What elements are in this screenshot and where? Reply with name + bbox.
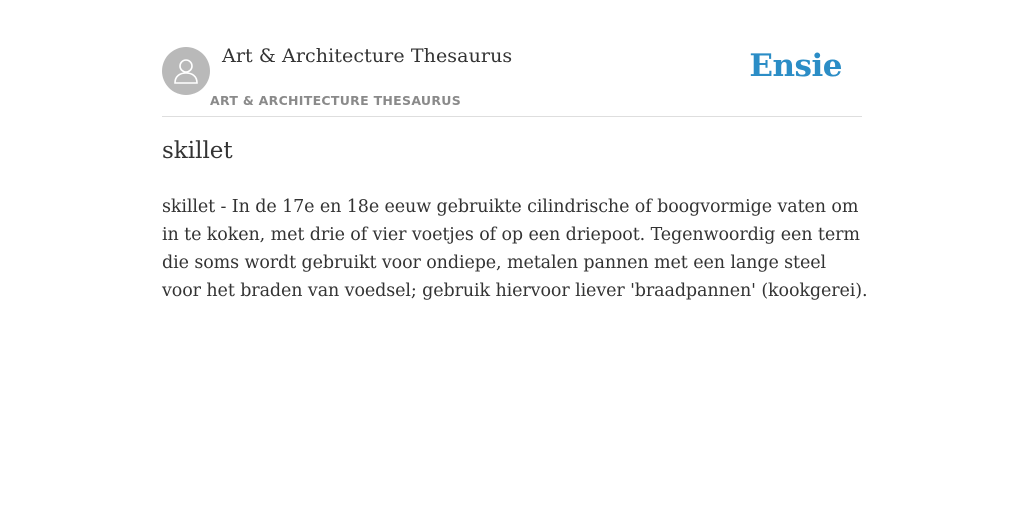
avatar[interactable] <box>162 47 210 95</box>
brand-logo[interactable]: Ensie <box>749 48 842 84</box>
page-title: skillet <box>162 138 233 164</box>
header <box>162 40 862 117</box>
author-subtitle: ART & ARCHITECTURE THESAURUS <box>210 93 462 108</box>
author-name[interactable]: Art & Architecture Thesaurus <box>222 45 513 67</box>
user-icon <box>171 56 201 86</box>
definition-text: skillet - In de 17e en 18e eeuw gebruikte cilindrische of boogvormige vaten om in te koken, met drie of vier voetjes of op een driepoot. Tegenwoordig een term die soms wordt gebruikt voor ondiepe, metalen pannen met een lange steel voor het braden van voedsel; gebruik hiervoor liever 'braadpannen' (kookgerei). <box>162 197 868 301</box>
